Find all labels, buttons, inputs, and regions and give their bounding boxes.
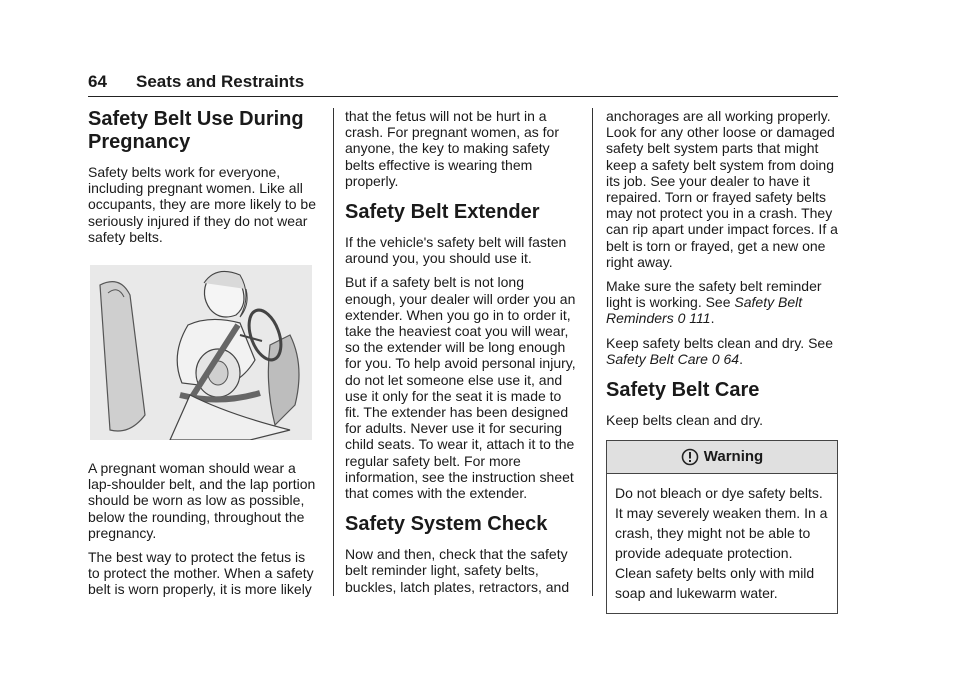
column-1 — [88, 108, 320, 606]
heading-belt-extender: Safety Belt Extender — [345, 201, 540, 224]
heading-belt-care: Safety Belt Care — [606, 379, 760, 402]
heading-system-check: Safety System Check — [345, 513, 548, 536]
warning-circle-icon — [681, 448, 699, 466]
column-3 — [606, 108, 841, 614]
paragraph: But if a safety belt is not long enough, your dealer will order you an extender. When you go in to order it, take the heaviest coat you will wear, so the extender will be long enough for you. To help avoid personal injury, do not let someone else use it, and use it only for the seat it is made to fit. The extender has been designed for adults. Never use it for securing child seats. To wear it, attach it to the regular safety belt. For more information, see the instruction sheet that comes with the extender. — [345, 274, 576, 502]
pregnant-woman-illustration — [90, 265, 312, 440]
section-title: Seats and Restraints — [136, 72, 305, 91]
paragraph: Now and then, check that the safety belt reminder light, safety belts, buckles, latch plates, retractors, and — [345, 546, 570, 595]
paragraph: anchorages are all working properly. Look for any other loose or damaged safety belt system parts that might keep a safety belt system from doing its job. See your dealer to have it repaired. Torn or frayed safety belts may not protect you in a crash. They can rip apart under impact forces. If a belt is torn or frayed, get a new one right away. — [606, 108, 838, 270]
warning-body: Do not bleach or dye safety belts. It may severely weaken them. In a crash, they might not be able to provide adequate protection. Clean safety belts only with mild soap and lukewarm water. — [615, 485, 828, 602]
page-header — [88, 70, 838, 97]
paragraph: Keep belts clean and dry. — [606, 412, 763, 429]
page-reference[interactable]: 0 111 — [677, 310, 711, 327]
page-number: 64 — [88, 72, 107, 91]
paragraph-reminder: Make sure the safety belt reminder light is working. See Safety Belt Reminders 0 111. — [606, 278, 822, 327]
column-divider-2 — [592, 108, 593, 596]
page-reference[interactable]: 0 64 — [711, 350, 740, 367]
paragraph: A pregnant woman should wear a lap-shoulder belt, and the lap portion should be worn as low as possible, below the rounding, throughout the pregnancy. — [88, 460, 316, 541]
heading-pregnancy: Safety Belt Use During Pregnancy — [88, 108, 304, 153]
column-divider-1 — [333, 108, 334, 596]
cross-reference-link[interactable]: Safety Belt Reminders — [606, 294, 803, 327]
paragraph: If the vehicle's safety belt will fasten around you, you should use it. — [345, 234, 567, 267]
column-2 — [345, 108, 577, 603]
paragraph-clean: Keep safety belts clean and dry. See Safety Belt Care 0 64. — [606, 334, 833, 367]
warning-box — [606, 440, 838, 614]
paragraph: Safety belts work for everyone, including pregnant women. Like all occupants, they are more likely to be seriously injured if they do not wear safety belts. — [88, 164, 317, 245]
warning-header — [607, 441, 837, 474]
paragraph: The best way to protect the fetus is to protect the mother. When a safety belt is worn properly, it is more likely — [88, 549, 314, 598]
warning-title: Warning — [703, 448, 764, 466]
cross-reference-link[interactable]: Safety Belt Care — [606, 350, 708, 367]
paragraph: that the fetus will not be hurt in a crash. For pregnant women, as for anyone, the key to making safety belts effective is wearing them properly. — [345, 108, 559, 189]
